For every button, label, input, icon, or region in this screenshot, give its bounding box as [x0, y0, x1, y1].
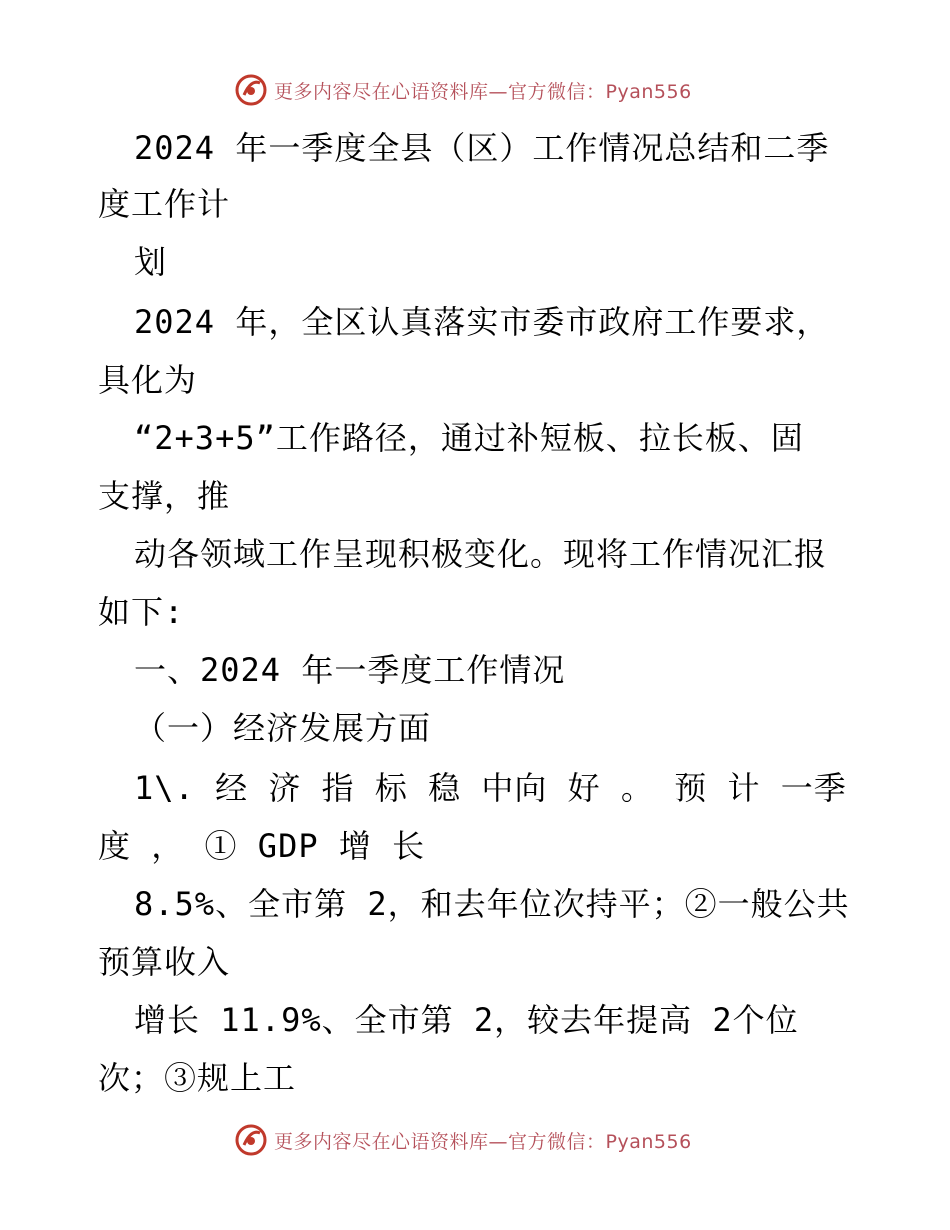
- subsection-heading: （一）经济发展方面: [134, 709, 432, 747]
- title-line-1: 2024 年一季度全县（区）工作情况总结和二季: [134, 129, 830, 167]
- body-line: 度 ， ① GDP 增 长: [98, 827, 426, 865]
- body-line: 支撑，推: [98, 477, 231, 515]
- brand-logo-icon: [234, 1123, 268, 1157]
- body-line: 如下:: [98, 593, 185, 631]
- body-line: 增长 11.9%、全市第 2，较去年提高 2个位: [134, 1001, 799, 1039]
- body-line: 动各领域工作呈现积极变化。现将工作情况汇报: [134, 535, 828, 573]
- watermark-banner-top: [234, 70, 692, 110]
- body-line: 具化为: [98, 361, 198, 399]
- brand-logo-icon: [234, 73, 268, 107]
- title-line-2: 度工作计: [98, 185, 231, 223]
- body-line: 2024 年，全区认真落实市委市政府工作要求，: [134, 303, 830, 341]
- title-line-3: 划: [134, 243, 168, 281]
- body-line: 1\. 经 济 指 标 稳 中向 好 。 预 计 一季: [134, 769, 847, 807]
- watermark-banner-bottom: [234, 1120, 692, 1160]
- watermark-text: 更多内容尽在心语资料库—官方微信：Pyan556: [274, 80, 692, 103]
- body-line: 预算收入: [98, 943, 231, 981]
- watermark-text: 更多内容尽在心语资料库—官方微信：Pyan556: [274, 1130, 692, 1153]
- body-line: 8.5%、全市第 2，和去年位次持平；②一般公共: [134, 885, 850, 923]
- section-heading: 一、2024 年一季度工作情况: [134, 651, 566, 689]
- body-line: “2+3+5”工作路径，通过补短板、拉长板、固: [134, 419, 804, 457]
- body-line: 次；③规上工: [98, 1059, 297, 1097]
